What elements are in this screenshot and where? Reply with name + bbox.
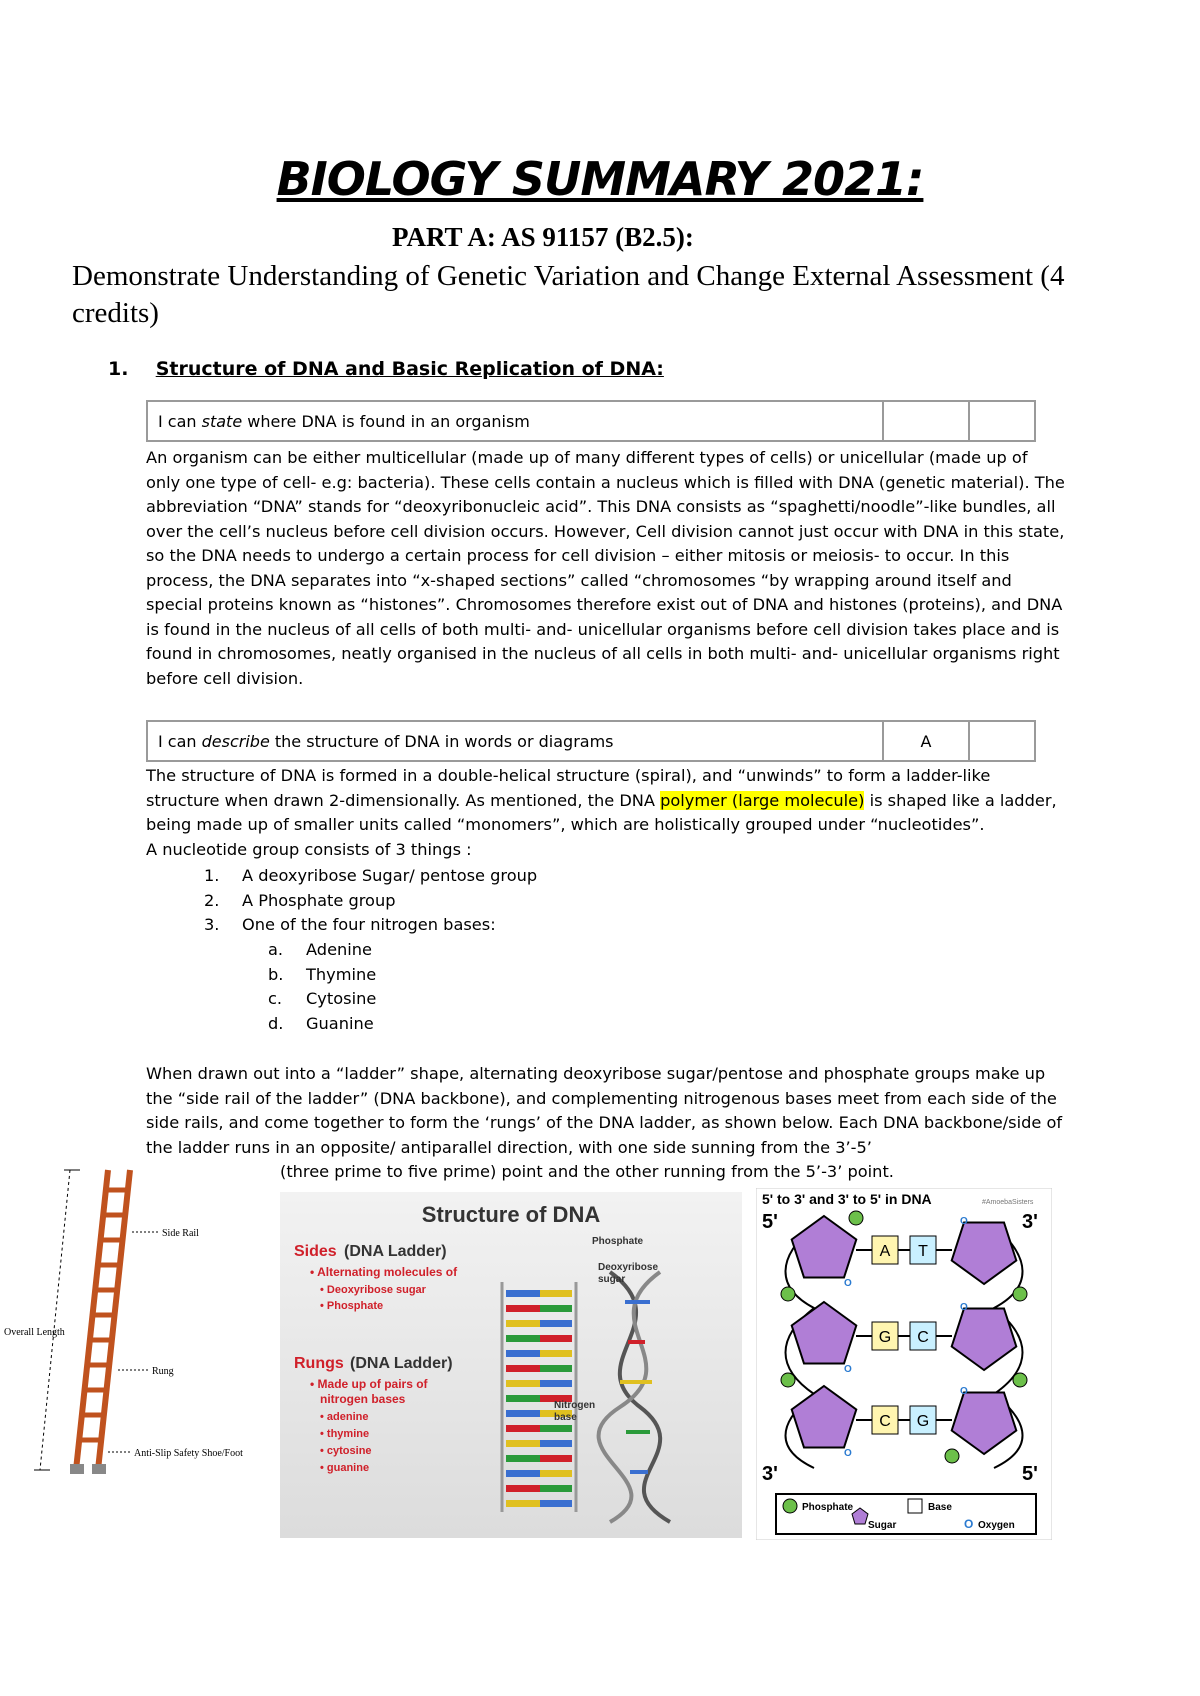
oxygen-mark: O	[844, 1448, 852, 1459]
oxygen-mark: O	[844, 1278, 852, 1289]
phosphate-dot	[1013, 1373, 1027, 1387]
list-item: 3. One of the four nitrogen bases:	[204, 915, 496, 934]
oxygen-legend-icon: O	[964, 1517, 974, 1531]
page-title: BIOLOGY SUMMARY 2021:	[276, 152, 924, 206]
base-block	[506, 1485, 540, 1492]
dna-figure-title: Structure of DNA	[421, 1202, 601, 1227]
phosphate-legend-icon	[783, 1499, 797, 1513]
base-block	[506, 1365, 540, 1372]
legend-base: Base	[928, 1502, 952, 1513]
base-block	[506, 1395, 540, 1402]
ladder-paragraph-end: (three prime to five prime) point and the other running from the 5’-3’ point.	[280, 1162, 894, 1181]
svg-text:• Phosphate: • Phosphate	[320, 1300, 384, 1312]
base-legend-icon	[908, 1499, 922, 1513]
base-letter: G	[878, 1329, 892, 1346]
base-block	[506, 1455, 540, 1462]
amoeba-title: 5' to 3' and 3' to 5' in DNA	[762, 1191, 932, 1207]
base-block	[506, 1425, 540, 1432]
list-item: 2. A Phosphate group	[204, 890, 396, 910]
label-three-prime-top: 3'	[1022, 1211, 1038, 1233]
nucleotide-list	[204, 864, 537, 938]
phosphate-dot	[781, 1373, 795, 1387]
phosphate-dot	[849, 1211, 863, 1225]
list-item: d. Guanine	[268, 1013, 374, 1033]
base-block	[540, 1290, 572, 1297]
dna-structure-paragraph: The structure of DNA is formed in a double-helical structure (spiral), and “unwinds” to form a ladder-like structure when drawn 2-dimensionally. As mentioned, the DNA polymer (large molecule) is shaped like a ladder, being made up of smaller units called “monomers”, which are holistically grouped under “nucleotides”. A nucleotide group consists of 3 things :	[146, 766, 1057, 859]
base-block	[506, 1500, 540, 1507]
legend-phosphate: Phosphate	[802, 1502, 854, 1513]
svg-text:(DNA Ladder): (DNA Ladder)	[344, 1243, 447, 1260]
svg-text:• Alternating molecules of: • Alternating molecules of	[310, 1265, 458, 1279]
base-letter: C	[917, 1329, 929, 1346]
criteria-grade	[884, 402, 970, 440]
base-block	[540, 1455, 572, 1462]
criteria-grade: A	[884, 722, 970, 760]
svg-text:nitrogen bases: nitrogen bases	[320, 1392, 406, 1406]
page-subtitle: PART A: AS 91157 (B2.5):	[392, 222, 694, 252]
rung-label: Rung	[152, 1366, 174, 1377]
list-item: b. Thymine	[268, 964, 377, 984]
svg-text:base: base	[554, 1412, 577, 1423]
base-block	[540, 1425, 572, 1432]
svg-text:sugar: sugar	[598, 1274, 626, 1285]
overall-length-label: Overall Length	[4, 1327, 65, 1338]
section-title: Structure of DNA and Basic Replication of DNA:	[155, 358, 664, 380]
svg-text:• Made up of pairs of: • Made up of pairs of	[310, 1377, 428, 1391]
criteria-check	[970, 722, 1034, 760]
base-block	[540, 1380, 572, 1387]
svg-text:• guanine: • guanine	[320, 1462, 370, 1474]
base-block	[540, 1305, 572, 1312]
base-block	[506, 1335, 540, 1342]
base-block	[540, 1350, 572, 1357]
phosphate-dot	[781, 1287, 795, 1301]
sides-heading: Sides	[294, 1243, 337, 1260]
base-letter: T	[918, 1243, 928, 1260]
highlighted-term: polymer (large molecule)	[660, 790, 865, 810]
list-item: 1. A deoxyribose Sugar/ pentose group	[204, 866, 538, 885]
base-block	[506, 1470, 540, 1477]
length-indicator	[40, 1170, 70, 1470]
phosphate-dot	[1013, 1287, 1027, 1301]
nitrogen-base-list	[268, 938, 376, 1036]
base-letter: A	[879, 1243, 891, 1260]
phosphate-label: Phosphate	[592, 1236, 644, 1247]
svg-text:(DNA Ladder): (DNA Ladder)	[350, 1355, 453, 1372]
ladder-paragraph: When drawn out into a “ladder” shape, alternating deoxyribose sugar/pentose and phosphate groups make up the “side rail of the ladder” (DNA backbone), and complementing nitrogenous bases meet from each side of the side rails, and come together to form the ‘rungs’ of the DNA ladder, as shown below. Each DNA backbone/side of the ladder runs in an opposite/ antiparallel direction, with one side sunning from the 3’-5’	[146, 1064, 1063, 1157]
side-rail-label: Side Rail	[162, 1228, 199, 1239]
list-item: c. Cytosine	[268, 989, 377, 1008]
antiparallel-dna-figure	[756, 1188, 1052, 1540]
base-block	[540, 1470, 572, 1477]
svg-text:• thymine: • thymine	[320, 1428, 370, 1440]
base-letter: C	[879, 1413, 891, 1430]
base-block	[506, 1440, 540, 1447]
criteria-text: I can state where DNA is found in an organism	[148, 402, 884, 440]
deoxyribose-label: Deoxyribose	[598, 1262, 659, 1273]
legend-oxygen: Oxygen	[978, 1520, 1015, 1531]
section-heading	[108, 358, 664, 380]
phosphate-dot	[945, 1449, 959, 1463]
list-item: a. Adenine	[268, 940, 372, 959]
base-block	[506, 1350, 540, 1357]
standard-description: Demonstrate Understanding of Genetic Variation and Change External Assessment (4 credits)	[72, 260, 1065, 329]
base-block	[540, 1485, 572, 1492]
legend-sugar: Sugar	[868, 1520, 897, 1531]
label-three-prime-bottom: 3'	[762, 1463, 778, 1485]
base-block	[540, 1365, 572, 1372]
foot-label: Anti-Slip Safety Shoe/Foot	[134, 1448, 243, 1459]
criteria-text: I can describe the structure of DNA in words or diagrams	[148, 722, 884, 760]
section-number: 1.	[108, 358, 129, 380]
base-block	[506, 1305, 540, 1312]
oxygen-mark: O	[844, 1364, 852, 1375]
oxygen-mark: O	[960, 1386, 968, 1397]
base-block	[506, 1320, 540, 1327]
base-block	[540, 1320, 572, 1327]
criteria-table-state	[146, 400, 1036, 442]
svg-text:• Deoxyribose sugar: • Deoxyribose sugar	[320, 1284, 426, 1296]
label-five-prime-top: 5'	[762, 1211, 778, 1233]
base-letter: G	[916, 1413, 930, 1430]
base-block	[540, 1440, 572, 1447]
base-block	[540, 1500, 572, 1507]
nitrogen-base-label: Nitrogen	[554, 1400, 596, 1411]
ladder-diagram	[0, 1160, 270, 1490]
dna-structure-figure	[280, 1192, 742, 1538]
svg-text:• cytosine: • cytosine	[320, 1445, 372, 1457]
base-block	[540, 1335, 572, 1342]
rungs-heading: Rungs	[294, 1355, 344, 1372]
oxygen-mark: O	[960, 1216, 968, 1227]
amoeba-credit: #AmoebaSisters	[982, 1199, 1034, 1206]
criteria-table-describe	[146, 720, 1036, 762]
criteria-check	[970, 402, 1034, 440]
base-block	[506, 1290, 540, 1297]
base-block	[506, 1410, 540, 1417]
dna-location-paragraph: An organism can be either multicellular (made up of many different types of cells) or unicellular (made up of only one type of cell- e.g: bacteria). These cells contain a nucleus which is filled with DNA (genetic material). The abbreviation “DNA” stands for “deoxyribonucleic acid”. This DNA consists as “spaghetti/noodle”-like bundles, all over the cell’s nucleus before cell division occurs. However, Cell division cannot just occur with DNA in this state, so the DNA needs to undergo a certain process for cell division – either mitosis or meiosis- to occur. In this process, the DNA separates into “x-shaped sections” called “chromosomes “by wrapping around itself and special proteins known as “histones”. Chromosomes therefore exist out of DNA and histones (proteins), and DNA is found in the nucleus of all cells of both multi- and- unicellular organisms before cell division takes place and is found in chromosomes, neatly organised in the nucleus of all cells in both multi- and- unicellular organisms right before cell division.	[146, 448, 1065, 688]
svg-text:• adenine: • adenine	[320, 1411, 369, 1423]
base-block	[506, 1380, 540, 1387]
label-five-prime-bottom: 5'	[1022, 1463, 1038, 1485]
oxygen-mark: O	[960, 1302, 968, 1313]
